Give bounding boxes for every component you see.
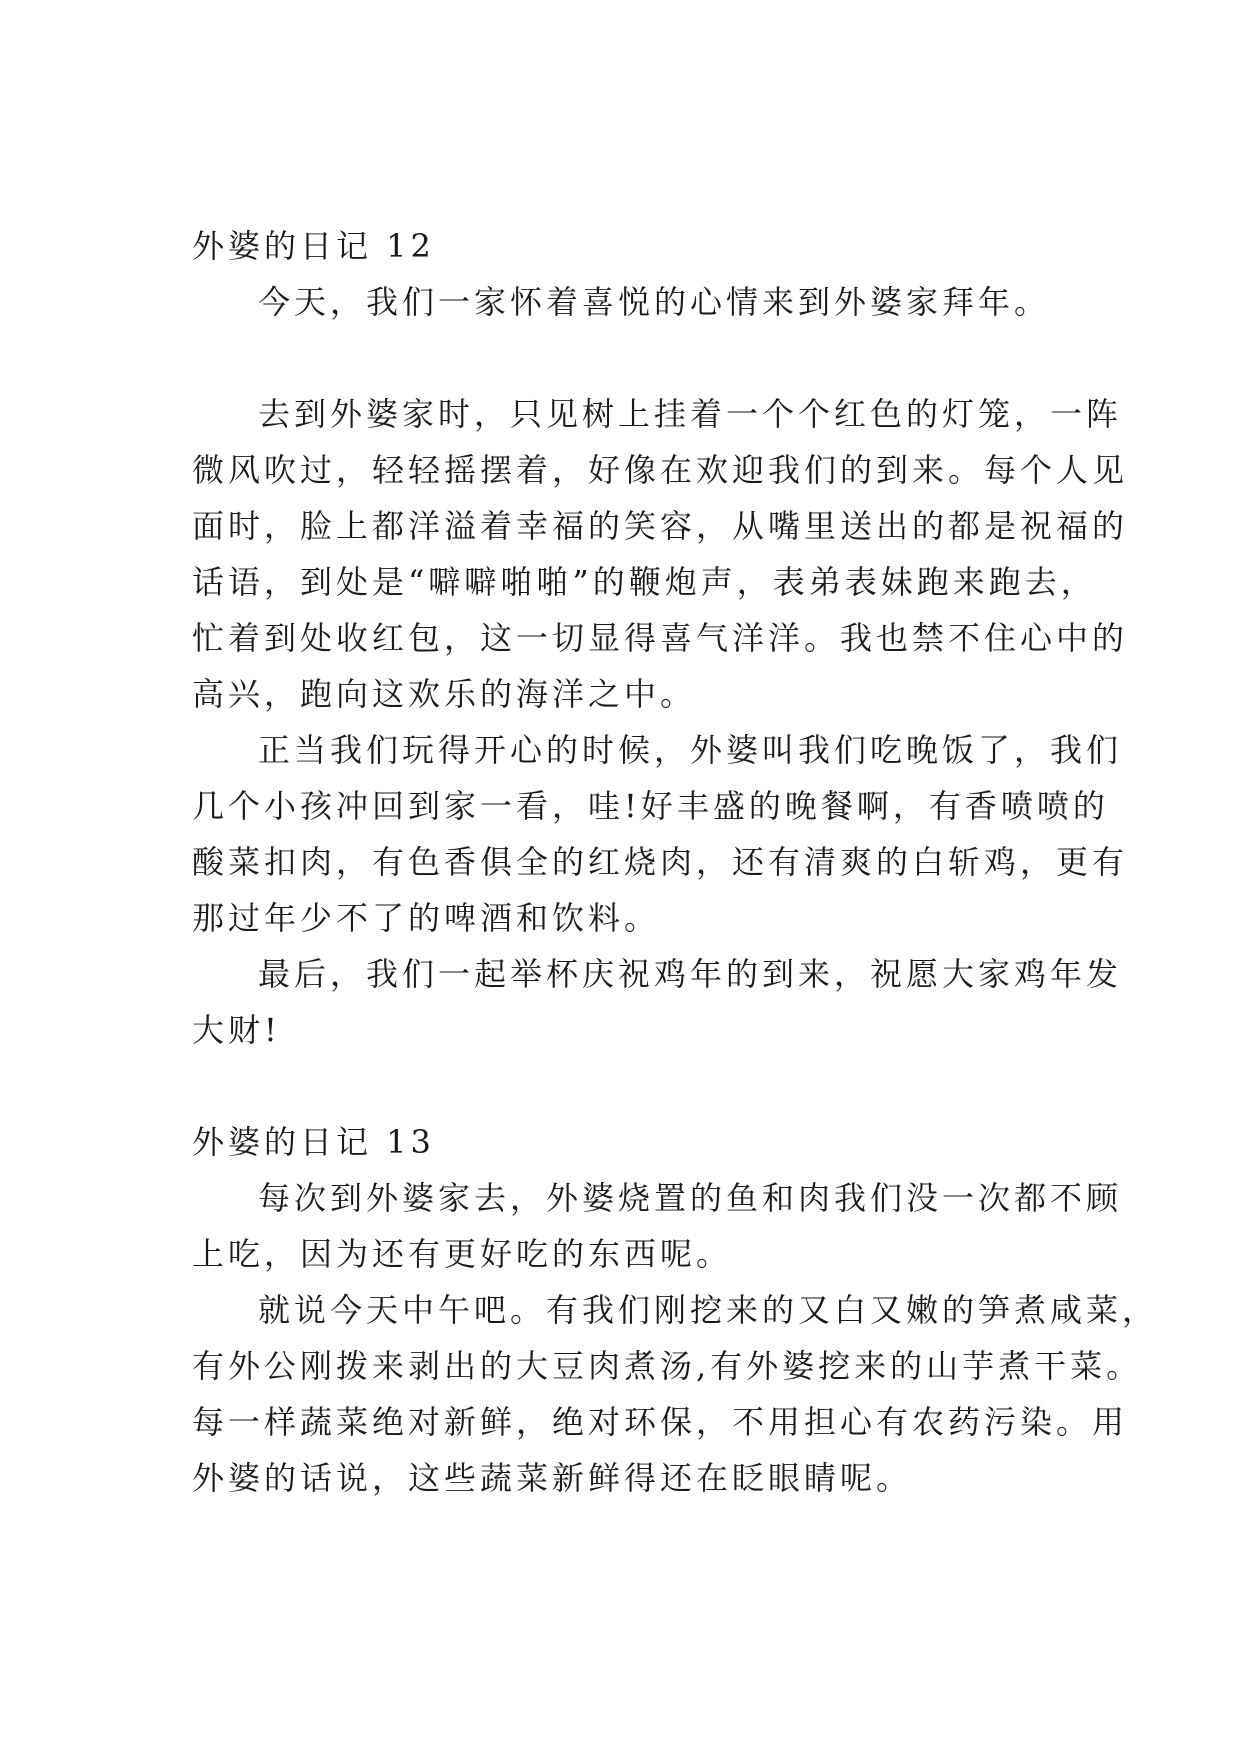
paragraph-line: 高兴，跑向这欢乐的海洋之中。 [192,675,697,713]
paragraph-line: 忙着到处收红包，这一切显得喜气洋洋。我也禁不住心中的 [192,619,1129,657]
paragraph-line: 大财! [192,1011,281,1049]
paragraph-line: 每一样蔬菜绝对新鲜，绝对环保，不用担心有农药污染。用 [192,1403,1129,1441]
diary-13-title: 外婆的日记 13 [192,1123,435,1161]
paragraph-line: 正当我们玩得开心的时候，外婆叫我们吃晚饭了，我们 [258,731,1123,769]
paragraph-line: 微风吹过，轻轻摇摆着，好像在欢迎我们的到来。每个人见 [192,451,1129,489]
paragraph-line: 面时，脸上都洋溢着幸福的笑容，从嘴里送出的都是祝福的 [192,507,1129,545]
paragraph-line: 几个小孩冲回到家一看，哇!好丰盛的晚餐啊，有香喷喷的 [192,787,1109,825]
paragraph-line: 上吃，因为还有更好吃的东西呢。 [192,1235,733,1273]
paragraph-line: 那过年少不了的啤酒和饮料。 [192,899,661,937]
paragraph-line: 有外公刚拨来剥出的大豆肉煮汤,有外婆挖来的山芋煮干菜。 [192,1347,1143,1385]
paragraph-line: 就说今天中午吧。有我们刚挖来的又白又嫩的笋煮咸菜， [258,1291,1159,1329]
paragraph-line: 酸菜扣肉，有色香俱全的红烧肉，还有清爽的白斩鸡，更有 [192,843,1129,881]
paragraph-line: 每次到外婆家去，外婆烧置的鱼和肉我们没一次都不顾 [258,1179,1123,1217]
paragraph-line: 话语，到处是“噼噼啪啪”的鞭炮声，表弟表妹跑来跑去， [192,563,1097,601]
paragraph-line: 最后，我们一起举杯庆祝鸡年的到来，祝愿大家鸡年发 [258,955,1123,993]
paragraph-line: 去到外婆家时，只见树上挂着一个个红色的灯笼，一阵 [258,395,1123,433]
paragraph-line: 外婆的话说，这些蔬菜新鲜得还在眨眼睛呢。 [192,1459,913,1497]
diary-12-title: 外婆的日记 12 [192,227,435,265]
paragraph-line: 今天，我们一家怀着喜悦的心情来到外婆家拜年。 [258,283,1051,321]
